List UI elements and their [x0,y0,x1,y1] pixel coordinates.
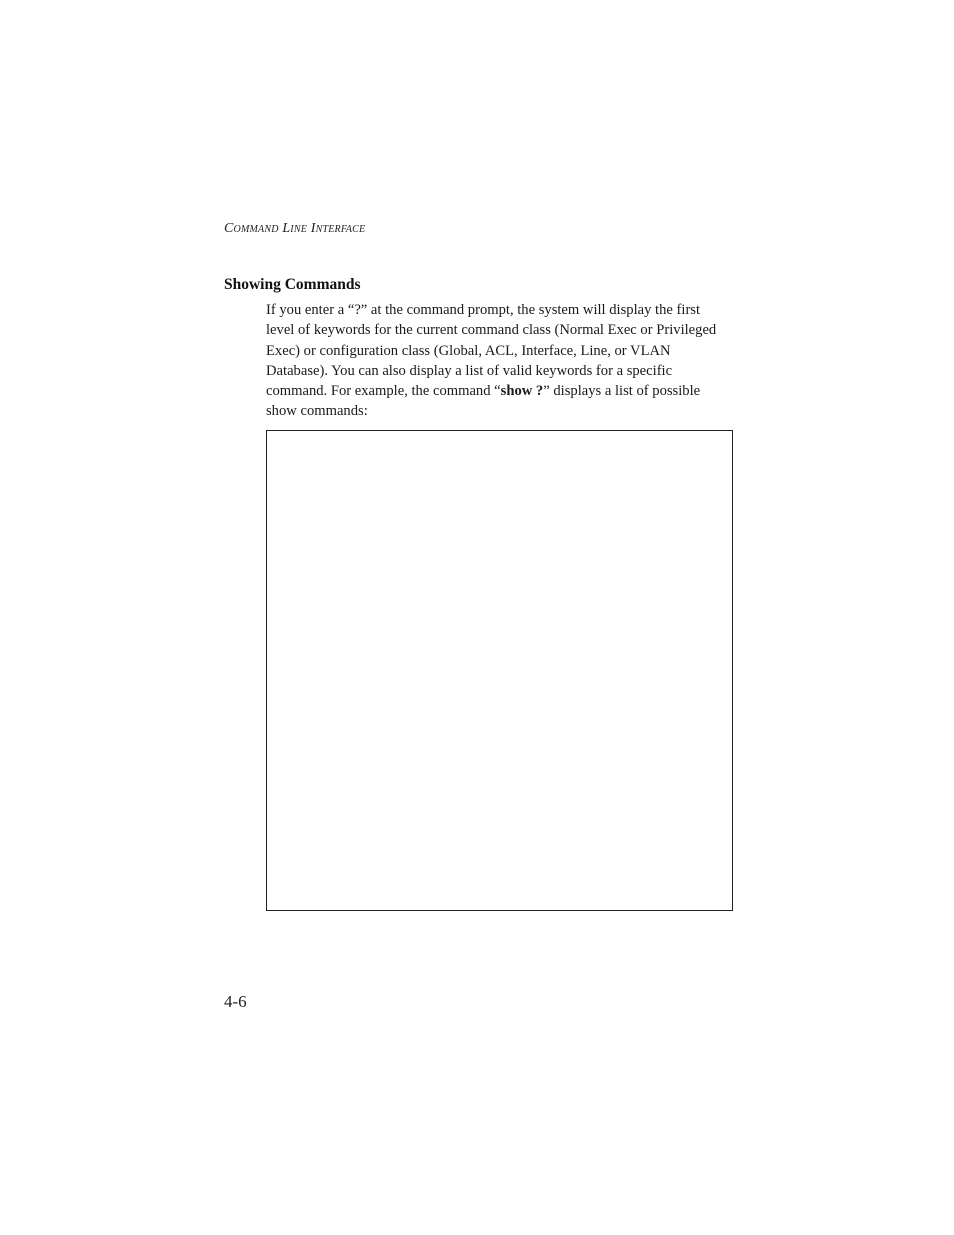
paragraph-line-3: Exec) or configuration class (Global, ACL, Interface, Line, or VLAN [266,342,671,359]
paragraph-line-2: level of keywords for the current command class (Normal Exec or Privileged [266,322,717,339]
running-header: Command Line Interface [224,221,366,236]
paragraph-line-4: Database). You can also display a list of valid keywords for a specific [266,362,673,379]
section-title: Showing Commands [224,276,361,293]
paragraph-line-5 [266,381,736,401]
command-keyword: show ? [500,383,544,400]
body-paragraph [266,300,736,422]
line5-text-after: ” displays a list of possible [543,383,701,400]
command-output-box [266,430,733,911]
line5-text-before: command. For example, the command “ [266,383,501,400]
paragraph-line-6: show commands: [266,403,368,420]
page-number: 4-6 [224,992,247,1011]
paragraph-line-1: If you enter a “?” at the command prompt, the system will display the first [266,302,701,318]
